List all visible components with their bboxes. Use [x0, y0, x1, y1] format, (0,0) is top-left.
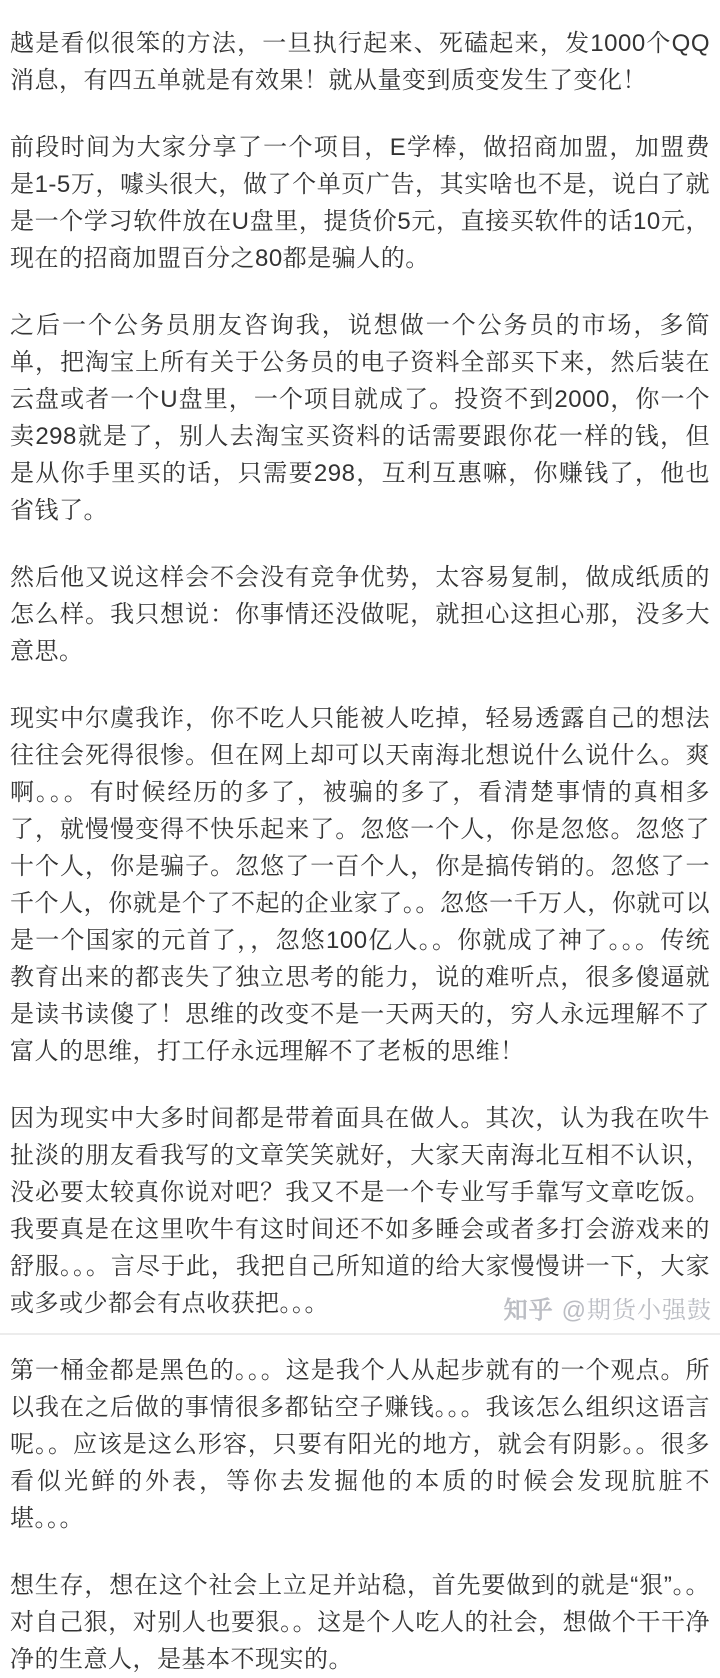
paragraph: 现实中尔虞我诈，你不吃人只能被人吃掉，轻易透露自己的想法往往会死得很惨。但在网上却可以天南海北想说什么说什么。爽啊。。。有时候经历的多了，被骗的多了，看清楚事情的真相多了，就慢慢变得不快乐起来了。忽悠一个人，你是忽悠。忽悠了十个人，你是骗子。忽悠了一百个人，你是搞传销的。忽悠了一千个人，你就是个了不起的企业家了。。忽悠一千万人，你就可以是一个国家的元首了，，忽悠100亿人。。你就成了神了。。。传统教育出来的都丧失了独立思考的能力，说的难听点，很多傻逼就是读书读傻了！思维的改变不是一天两天的，穷人永远理解不了富人的思维，打工仔永远理解不了老板的思维！ [10, 705, 710, 1065]
paragraph: 想生存，想在这个社会上立足并站稳，首先要做到的就是“狠”。。对自己狠，对别人也要狠。。这是个人吃人的社会，想做个干干净净的生意人，是基本不现实的。 [10, 1572, 710, 1673]
paragraph: 因为现实中大多时间都是带着面具在做人。其次，认为我在吹牛扯淡的朋友看我写的文章笑笑就好，大家天南海北互相不认识，没必要太较真你说对吧？我又不是一个专业写手靠写文章吃饭。我要真是在这里吹牛有这时间还不如多睡会或者多打会游戏来的舒服。。。言尽于此，我把自己所知道的给大家慢慢讲一下，大家或多或少都会有点收获把。。。 [10, 1105, 710, 1317]
paragraph: 之后一个公务员朋友咨询我，说想做一个公务员的市场，多简单，把淘宝上所有关于公务员的电子资料全部买下来，然后装在云盘或者一个U盘里，一个项目就成了。投资不到2000，你一个卖298就是了，别人去淘宝买资料的话需要跟你花一样的钱，但是从你手里买的话，只需要298，互利互惠嘛，你赚钱了，他也省钱了。 [10, 312, 710, 524]
paragraph: 第一桶金都是黑色的。。。这是我个人从起步就有的一个观点。所以我在之后做的事情很多都钻空子赚钱。。。我该怎么组织这语言呢。。应该是这么形容，只要有阳光的地方，就会有阴影。。很多看似光鲜的外表，等你去发掘他的本质的时候会发现肮脏不堪。。。 [10, 1357, 710, 1532]
paragraph: 越是看似很笨的方法，一旦执行起来、死磕起来，发1000个QQ消息，有四五单就是有效果！就从量变到质变发生了变化！ [10, 30, 710, 94]
paragraph: 然后他又说这样会不会没有竞争优势，太容易复制，做成纸质的怎么样。我只想说：你事情还没做呢，就担心这担心那，没多大意思。 [10, 564, 710, 665]
zhihu-logo: 知乎 [503, 1297, 554, 1324]
watermark-handle: @期货小强鼓 [561, 1297, 712, 1324]
paragraph: 前段时间为大家分享了一个项目，E学棒，做招商加盟，加盟费是1-5万，噱头很大，做了个单页广告，其实啥也不是，说白了就是一个学习软件放在U盘里，提货价5元，直接买软件的话10元，现在的招商加盟百分之80都是骗人的。 [10, 134, 710, 272]
